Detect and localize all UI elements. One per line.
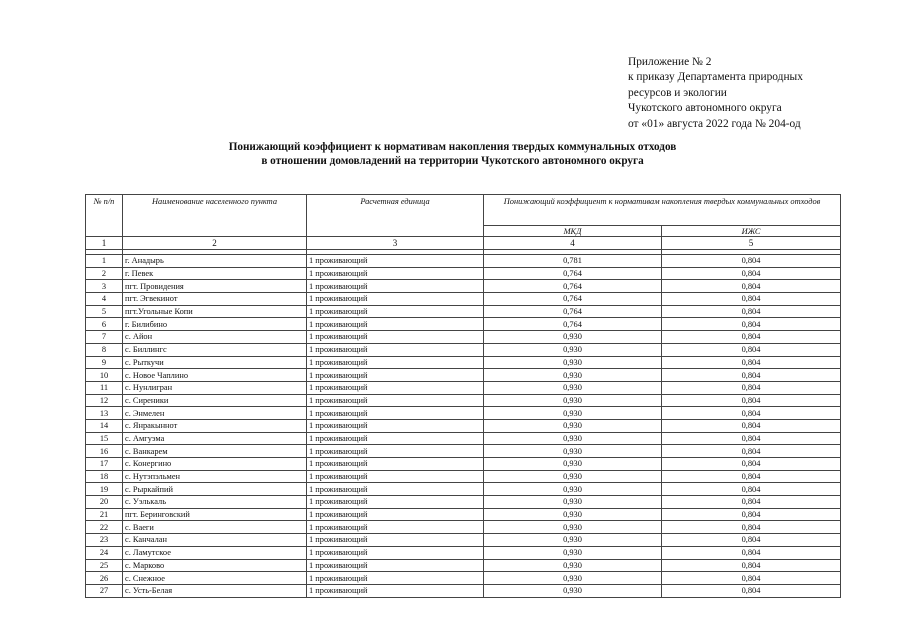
settlement-name: с. Новое Чаплино: [123, 369, 307, 382]
settlement-name: с. Нунлигран: [123, 381, 307, 394]
izhs-value: 0,804: [662, 432, 841, 445]
settlement-name: с. Нутэпэльмен: [123, 470, 307, 483]
izhs-value: 0,804: [662, 343, 841, 356]
mkd-value: 0,930: [484, 394, 662, 407]
row-number: 25: [86, 559, 123, 572]
document-title: [0, 140, 905, 168]
title-line-1: Понижающий коэффициент к нормативам накопления твердых коммунальных отходов: [228, 141, 677, 153]
settlement-name: с. Амгуэма: [123, 432, 307, 445]
izhs-value: 0,804: [662, 534, 841, 547]
table-row: [86, 445, 841, 458]
table-row: [86, 331, 841, 344]
izhs-value: 0,804: [662, 394, 841, 407]
mkd-value: 0,930: [484, 445, 662, 458]
table-row: [86, 293, 841, 306]
appendix-line: Приложение № 2: [628, 56, 712, 68]
unit-cell: 1 проживающий: [307, 508, 484, 521]
mkd-value: 0,930: [484, 508, 662, 521]
unit-cell: 1 проживающий: [307, 331, 484, 344]
izhs-value: 0,804: [662, 381, 841, 394]
column-number: 1: [86, 237, 123, 250]
mkd-value: 0,930: [484, 584, 662, 597]
mkd-value: 0,930: [484, 407, 662, 420]
mkd-value: 0,930: [484, 458, 662, 471]
izhs-value: 0,804: [662, 458, 841, 471]
izhs-value: 0,804: [662, 267, 841, 280]
izhs-value: 0,804: [662, 508, 841, 521]
unit-cell: 1 проживающий: [307, 305, 484, 318]
row-number: 19: [86, 483, 123, 496]
row-number: 20: [86, 496, 123, 509]
row-number: 5: [86, 305, 123, 318]
row-number: 22: [86, 521, 123, 534]
settlement-name: г. Билибино: [123, 318, 307, 331]
unit-cell: 1 проживающий: [307, 534, 484, 547]
row-number: 14: [86, 419, 123, 432]
izhs-value: 0,804: [662, 419, 841, 432]
unit-cell: 1 проживающий: [307, 369, 484, 382]
table-row: [86, 369, 841, 382]
row-number: 27: [86, 584, 123, 597]
row-number: 18: [86, 470, 123, 483]
row-number: 11: [86, 381, 123, 394]
mkd-value: 0,764: [484, 318, 662, 331]
table-row: [86, 280, 841, 293]
row-number: 3: [86, 280, 123, 293]
unit-cell: 1 проживающий: [307, 559, 484, 572]
settlement-name: пгт. Эгвекинот: [123, 293, 307, 306]
table-row: [86, 407, 841, 420]
row-number: 24: [86, 546, 123, 559]
mkd-value: 0,930: [484, 483, 662, 496]
mkd-value: 0,930: [484, 559, 662, 572]
mkd-value: 0,764: [484, 280, 662, 293]
table-row: [86, 318, 841, 331]
izhs-value: 0,804: [662, 559, 841, 572]
table-row: [86, 267, 841, 280]
appendix-line: ресурсов и экологии: [628, 86, 727, 99]
settlement-name: с. Уэлькаль: [123, 496, 307, 509]
settlement-name: с. Энмелен: [123, 407, 307, 420]
table-row: [86, 559, 841, 572]
table-row: [86, 534, 841, 547]
mkd-value: 0,781: [484, 255, 662, 268]
table-row: [86, 305, 841, 318]
header-num: № п/п: [86, 195, 123, 237]
table-header-row: [86, 195, 841, 226]
row-number: 9: [86, 356, 123, 369]
settlement-name: с. Ваеги: [123, 521, 307, 534]
mkd-value: 0,930: [484, 419, 662, 432]
settlement-name: г. Певек: [123, 267, 307, 280]
settlement-name: г. Анадырь: [123, 255, 307, 268]
unit-cell: 1 проживающий: [307, 419, 484, 432]
row-number: 8: [86, 343, 123, 356]
mkd-value: 0,930: [484, 534, 662, 547]
mkd-value: 0,764: [484, 267, 662, 280]
unit-cell: 1 проживающий: [307, 394, 484, 407]
unit-cell: 1 проживающий: [307, 381, 484, 394]
column-number: 5: [662, 237, 841, 250]
unit-cell: 1 проживающий: [307, 318, 484, 331]
row-number: 21: [86, 508, 123, 521]
izhs-value: 0,804: [662, 356, 841, 369]
table-row: [86, 356, 841, 369]
table-row: [86, 572, 841, 585]
mkd-value: 0,930: [484, 369, 662, 382]
unit-cell: 1 проживающий: [307, 293, 484, 306]
settlement-name: пгт.Угольные Копи: [123, 305, 307, 318]
izhs-value: 0,804: [662, 318, 841, 331]
unit-cell: 1 проживающий: [307, 584, 484, 597]
mkd-value: 0,930: [484, 343, 662, 356]
settlement-name: с. Конергино: [123, 458, 307, 471]
table-row: [86, 394, 841, 407]
unit-cell: 1 проживающий: [307, 572, 484, 585]
settlement-name: с. Рыркайпий: [123, 483, 307, 496]
settlement-name: с. Канчалан: [123, 534, 307, 547]
table-row: [86, 343, 841, 356]
header-unit: Расчетная единица: [307, 195, 484, 237]
row-number: 13: [86, 407, 123, 420]
izhs-value: 0,804: [662, 483, 841, 496]
table-row: [86, 483, 841, 496]
unit-cell: 1 проживающий: [307, 407, 484, 420]
header-coefficient: Понижающий коэффициент к нормативам накопления твердых коммунальных отходов: [484, 195, 841, 226]
settlement-name: с. Ламутское: [123, 546, 307, 559]
mkd-value: 0,764: [484, 293, 662, 306]
settlement-name: с. Сиреники: [123, 394, 307, 407]
unit-cell: 1 проживающий: [307, 280, 484, 293]
row-number: 10: [86, 369, 123, 382]
settlement-name: пгт. Беринговский: [123, 508, 307, 521]
unit-cell: 1 проживающий: [307, 458, 484, 471]
unit-cell: 1 проживающий: [307, 356, 484, 369]
table-row: [86, 381, 841, 394]
unit-cell: 1 проживающий: [307, 470, 484, 483]
mkd-value: 0,930: [484, 356, 662, 369]
header-mkd: МКД: [484, 226, 662, 237]
unit-cell: 1 проживающий: [307, 255, 484, 268]
row-number: 23: [86, 534, 123, 547]
izhs-value: 0,804: [662, 572, 841, 585]
mkd-value: 0,764: [484, 305, 662, 318]
unit-cell: 1 проживающий: [307, 432, 484, 445]
row-number: 6: [86, 318, 123, 331]
appendix-line: от «01» августа 2022 года № 204-од: [628, 117, 801, 130]
mkd-value: 0,930: [484, 470, 662, 483]
mkd-value: 0,930: [484, 381, 662, 394]
mkd-value: 0,930: [484, 572, 662, 585]
table-row: [86, 432, 841, 445]
row-number: 2: [86, 267, 123, 280]
row-number: 16: [86, 445, 123, 458]
settlement-name: с. Усть-Белая: [123, 584, 307, 597]
izhs-value: 0,804: [662, 331, 841, 344]
title-line-2: в отношении домовладений на территории Чукотского автономного округа: [261, 155, 644, 167]
settlement-name: с. Айон: [123, 331, 307, 344]
row-number: 15: [86, 432, 123, 445]
row-number: 26: [86, 572, 123, 585]
unit-cell: 1 проживающий: [307, 546, 484, 559]
unit-cell: 1 проживающий: [307, 267, 484, 280]
coefficients-table: [85, 194, 841, 598]
izhs-value: 0,804: [662, 280, 841, 293]
table-row: [86, 470, 841, 483]
settlement-name: с. Рыткучи: [123, 356, 307, 369]
mkd-value: 0,930: [484, 496, 662, 509]
row-number: 7: [86, 331, 123, 344]
table-row: [86, 546, 841, 559]
settlement-name: с. Марково: [123, 559, 307, 572]
table-row: [86, 521, 841, 534]
settlement-name: с. Биллингс: [123, 343, 307, 356]
izhs-value: 0,804: [662, 496, 841, 509]
unit-cell: 1 проживающий: [307, 483, 484, 496]
table-row: [86, 496, 841, 509]
settlement-name: с. Янракыннот: [123, 419, 307, 432]
settlement-name: с. Ванкарем: [123, 445, 307, 458]
izhs-value: 0,804: [662, 546, 841, 559]
table-row: [86, 458, 841, 471]
izhs-value: 0,804: [662, 445, 841, 458]
header-izhs: ИЖС: [662, 226, 841, 237]
settlement-name: пгт. Провидения: [123, 280, 307, 293]
izhs-value: 0,804: [662, 407, 841, 420]
unit-cell: 1 проживающий: [307, 521, 484, 534]
appendix-line: Чукотского автономного округа: [628, 102, 782, 115]
mkd-value: 0,930: [484, 521, 662, 534]
table-row: [86, 508, 841, 521]
izhs-value: 0,804: [662, 255, 841, 268]
izhs-value: 0,804: [662, 369, 841, 382]
table-row: [86, 255, 841, 268]
mkd-value: 0,930: [484, 546, 662, 559]
izhs-value: 0,804: [662, 584, 841, 597]
izhs-value: 0,804: [662, 470, 841, 483]
column-number: 3: [307, 237, 484, 250]
izhs-value: 0,804: [662, 521, 841, 534]
unit-cell: 1 проживающий: [307, 343, 484, 356]
column-numbers-row: [86, 237, 841, 250]
mkd-value: 0,930: [484, 432, 662, 445]
settlement-name: с. Снежное: [123, 572, 307, 585]
row-number: 4: [86, 293, 123, 306]
column-number: 2: [123, 237, 307, 250]
unit-cell: 1 проживающий: [307, 445, 484, 458]
row-number: 12: [86, 394, 123, 407]
appendix-line: к приказу Департамента природных: [628, 71, 803, 84]
table-row: [86, 419, 841, 432]
appendix-block: [628, 55, 803, 132]
unit-cell: 1 проживающий: [307, 496, 484, 509]
row-number: 17: [86, 458, 123, 471]
header-settlement: Наименование населенного пункта: [123, 195, 307, 237]
izhs-value: 0,804: [662, 305, 841, 318]
table-row: [86, 584, 841, 597]
izhs-value: 0,804: [662, 293, 841, 306]
mkd-value: 0,930: [484, 331, 662, 344]
row-number: 1: [86, 255, 123, 268]
column-number: 4: [484, 237, 662, 250]
